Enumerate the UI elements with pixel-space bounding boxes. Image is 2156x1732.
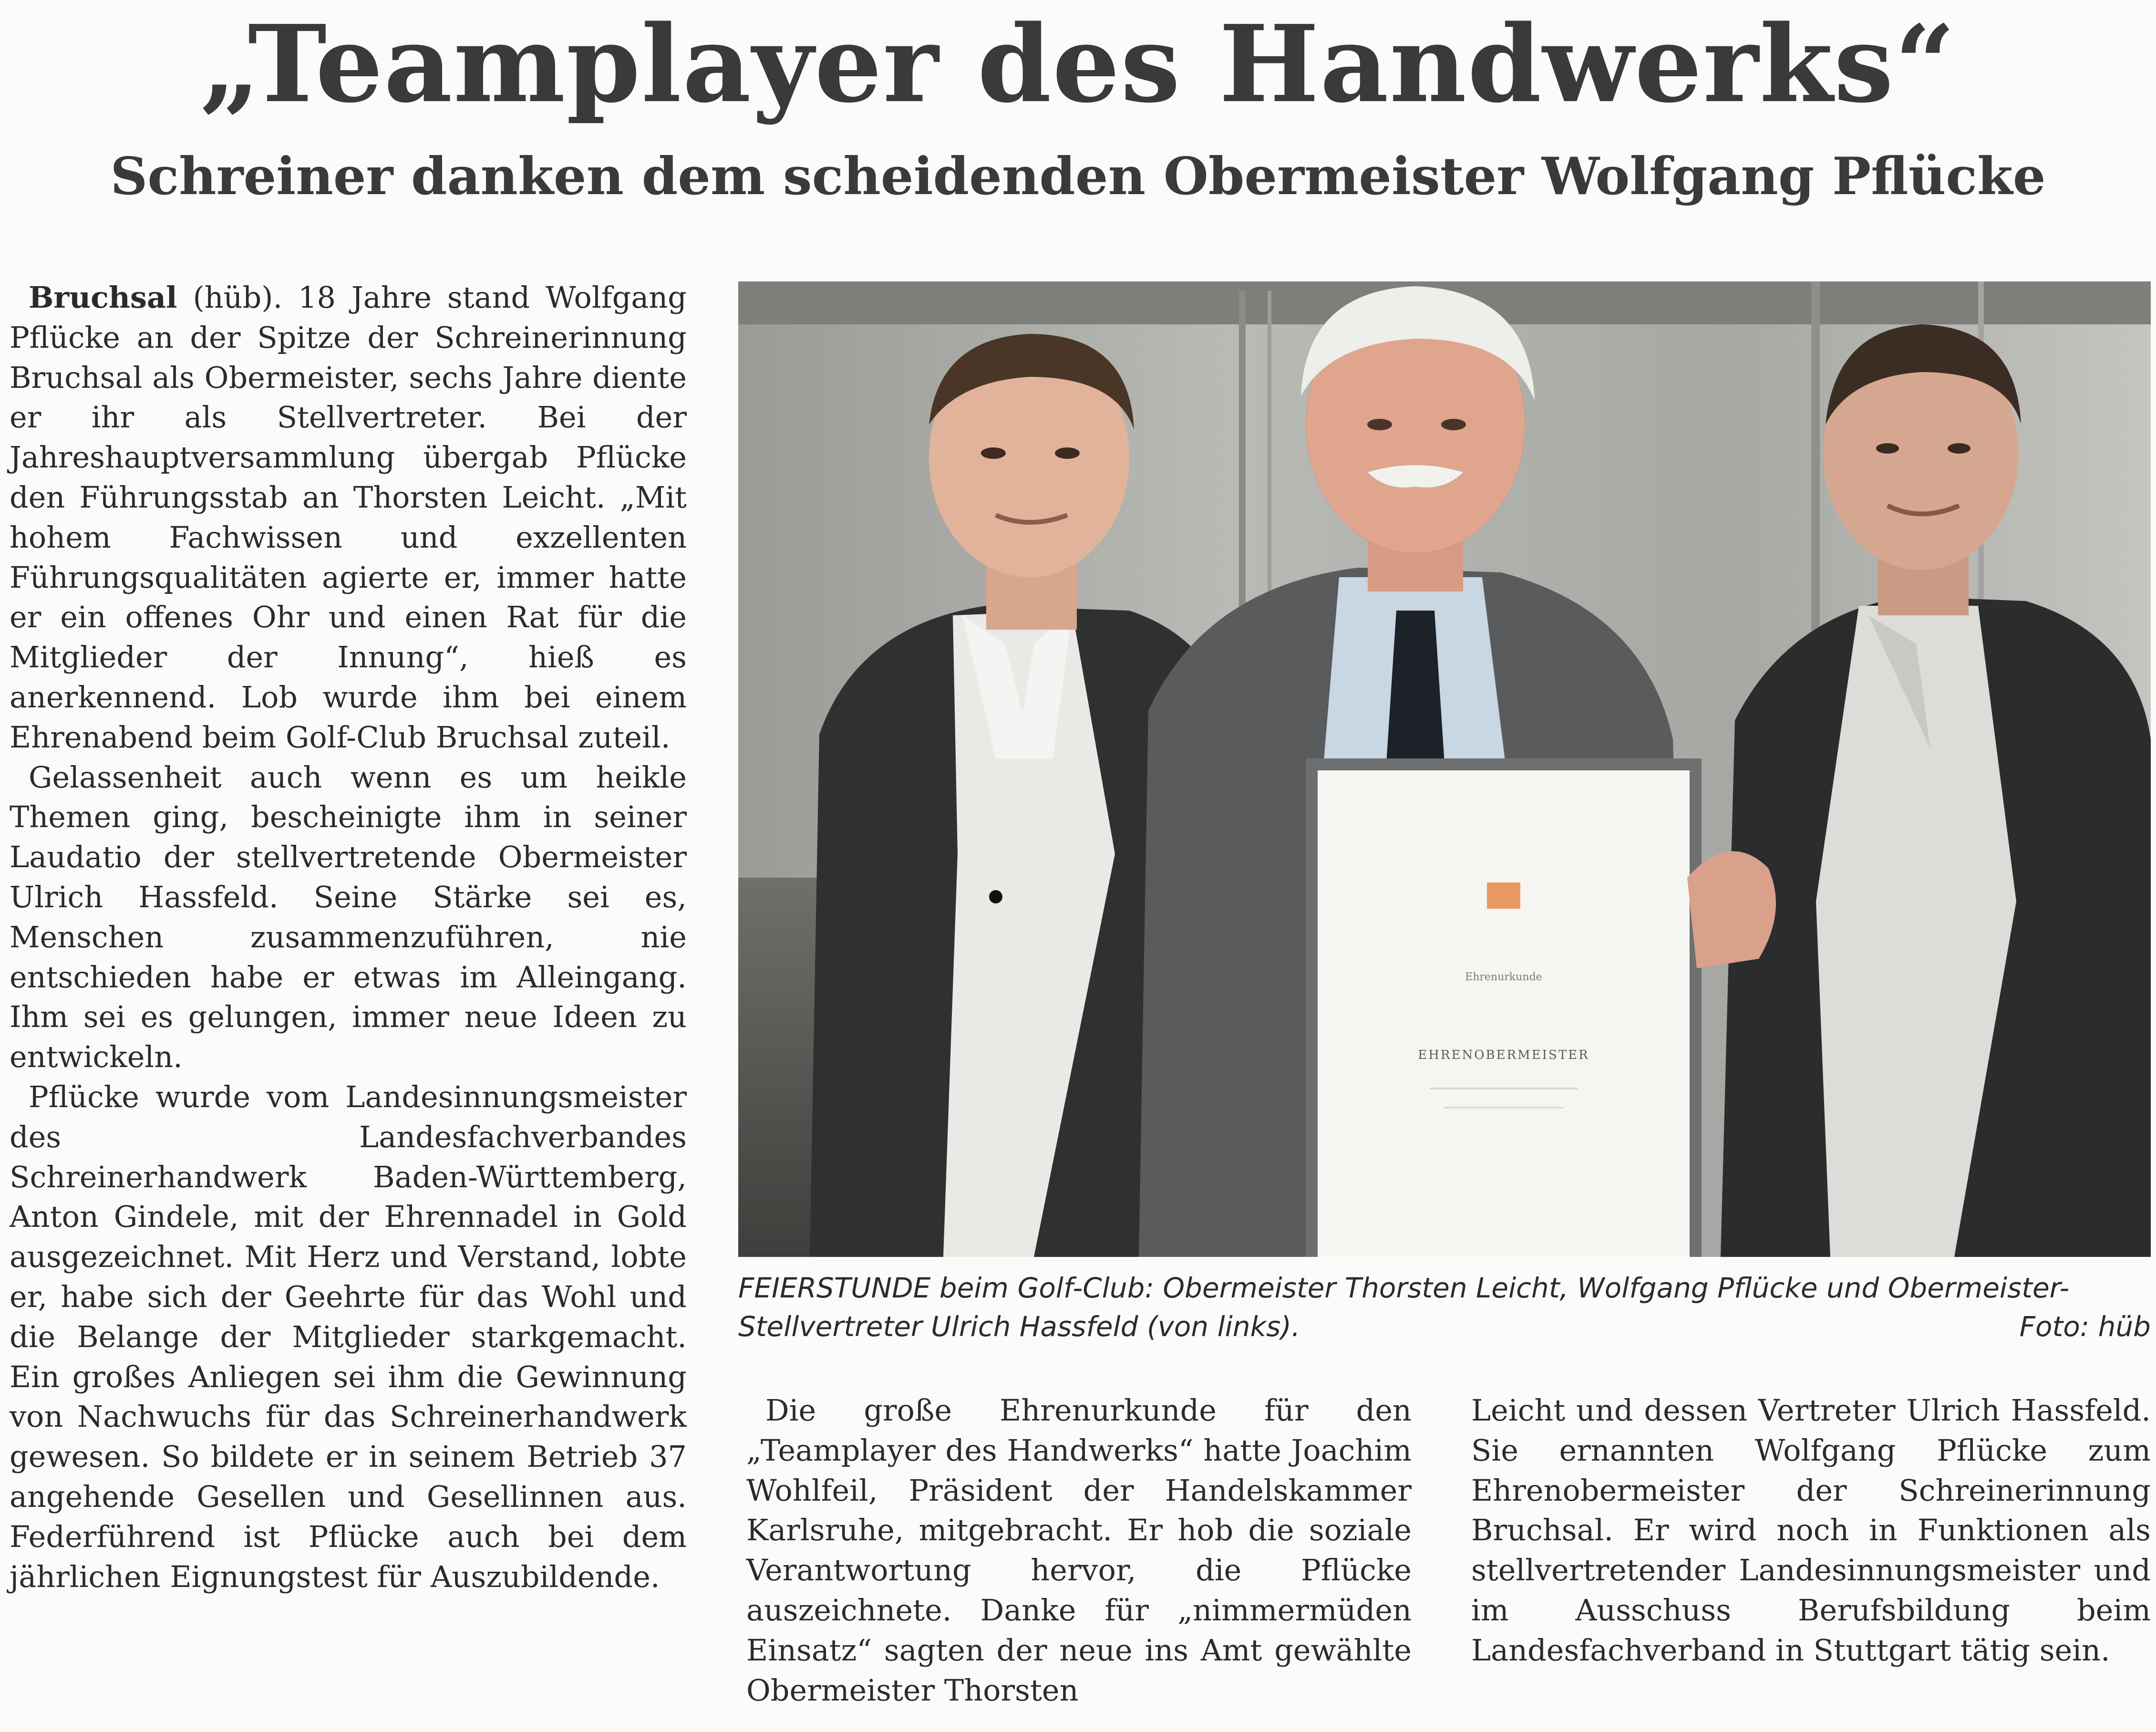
paragraph-3: Pflücke wurde vom Landesinnungsmeister des Landesfachverbandes Schreinerhandwerk Baden-Württemberg, Anton Gindele, mit der Ehrennadel in Gold ausgezeichnet. Mit Herz und Verstand, lobte er, habe sich der Geehrte für das Wohl und die Belange der Mitglieder starkgemacht. Ein großes Anliegen sei ihm die Gewinnung von Nachwuchs für das Schreinerhandwerk gewesen. So bildete er in seinem Betrieb 37 angehende Gesellen und Gesellinnen aus. Federführend ist Pflücke auch bei dem jährlichen Eignungstest für Auszubildende. — [10, 1079, 687, 1594]
hand — [1687, 851, 1776, 968]
subheadline: Schreiner danken dem scheidenden Obermeister Wolfgang Pflücke — [110, 146, 2046, 207]
caption-text: beim Golf-Club: Obermeister Thorsten Leicht, Wolfgang Pflücke und Obermeister-Stellvertreter Ulrich Hassfeld (von links). — [738, 1272, 2070, 1343]
certificate-title: EHRENOBERMEISTER — [1418, 1048, 1589, 1062]
dateline: Bruchsal — [29, 280, 177, 315]
certificate-frame — [1306, 758, 1702, 1257]
paragraph-1-text: (hüb). 18 Jahre stand Wolfgang Pflücke an der Spitze der Schreinerinnung Bruchsal als Obermeister, sechs Jahre diente er ihr als Stellvertreter. Bei der Jahreshauptversammlung übergab Pflücke den Führungsstab an Thorsten Leicht. „Mit hohem Fachwissen und exzellenten Führungsqualitäten agierte er, immer hatte er ein offenes Ohr und einen Rat für die Mitglieder der Innung“, hieß es anerkennend. Lob wurde ihm bei einem Ehrenabend beim Golf-Club Bruchsal zuteil. — [10, 280, 687, 755]
article-column-1 — [10, 278, 687, 1597]
photo-caption — [738, 1269, 2151, 1346]
photo-credit: Foto: hüb — [2019, 1310, 2151, 1343]
certificate-logo — [1487, 882, 1520, 909]
article-photo — [738, 281, 2151, 1257]
headline: „Teamplayer des Handwerks“ — [199, 2, 1957, 126]
article-column-3 — [1471, 1390, 2151, 1670]
caption-lead: FEIERSTUNDE — [738, 1272, 931, 1304]
photo-illustration — [738, 281, 2151, 1257]
certificate-heading: Ehrenurkunde — [1465, 971, 1542, 983]
paragraph-1 — [10, 278, 687, 757]
paragraph-5: Leicht und dessen Vertreter Ulrich Hassfeld. Sie ernannten Wolfgang Pflücke zum Ehrenobermeister der Schreinerinnung Bruchsal. Er wird noch in Funktionen als stellvertretender Landesinnungsmeister und im Ausschuss Berufsbildung beim Landesfachverband in Stuttgart tätig sein. — [1471, 1393, 2151, 1668]
article-column-2 — [746, 1390, 1412, 1710]
paragraph-2: Gelassenheit auch wenn es um heikle Themen ging, bescheinigte ihm in seiner Laudatio der stellvertretende Obermeister Ulrich Hassfeld. Seine Stärke sei es, Menschen zusammenzuführen, nie entschieden habe er etwas im Alleingang. Ihm sei es gelungen, immer neue Ideen zu entwickeln. — [10, 759, 687, 1075]
paragraph-4: Die große Ehrenurkunde für den „Teamplayer des Handwerks“ hatte Joachim Wohlfeil, Präsident der Handelskammer Karlsruhe, mitgebracht. Er hob die soziale Verantwortung hervor, die Pflücke auszeichnete. Danke für „nimmermüden Einsatz“ sagten der neue ins Amt gewählte Obermeister Thorsten — [746, 1393, 1412, 1708]
